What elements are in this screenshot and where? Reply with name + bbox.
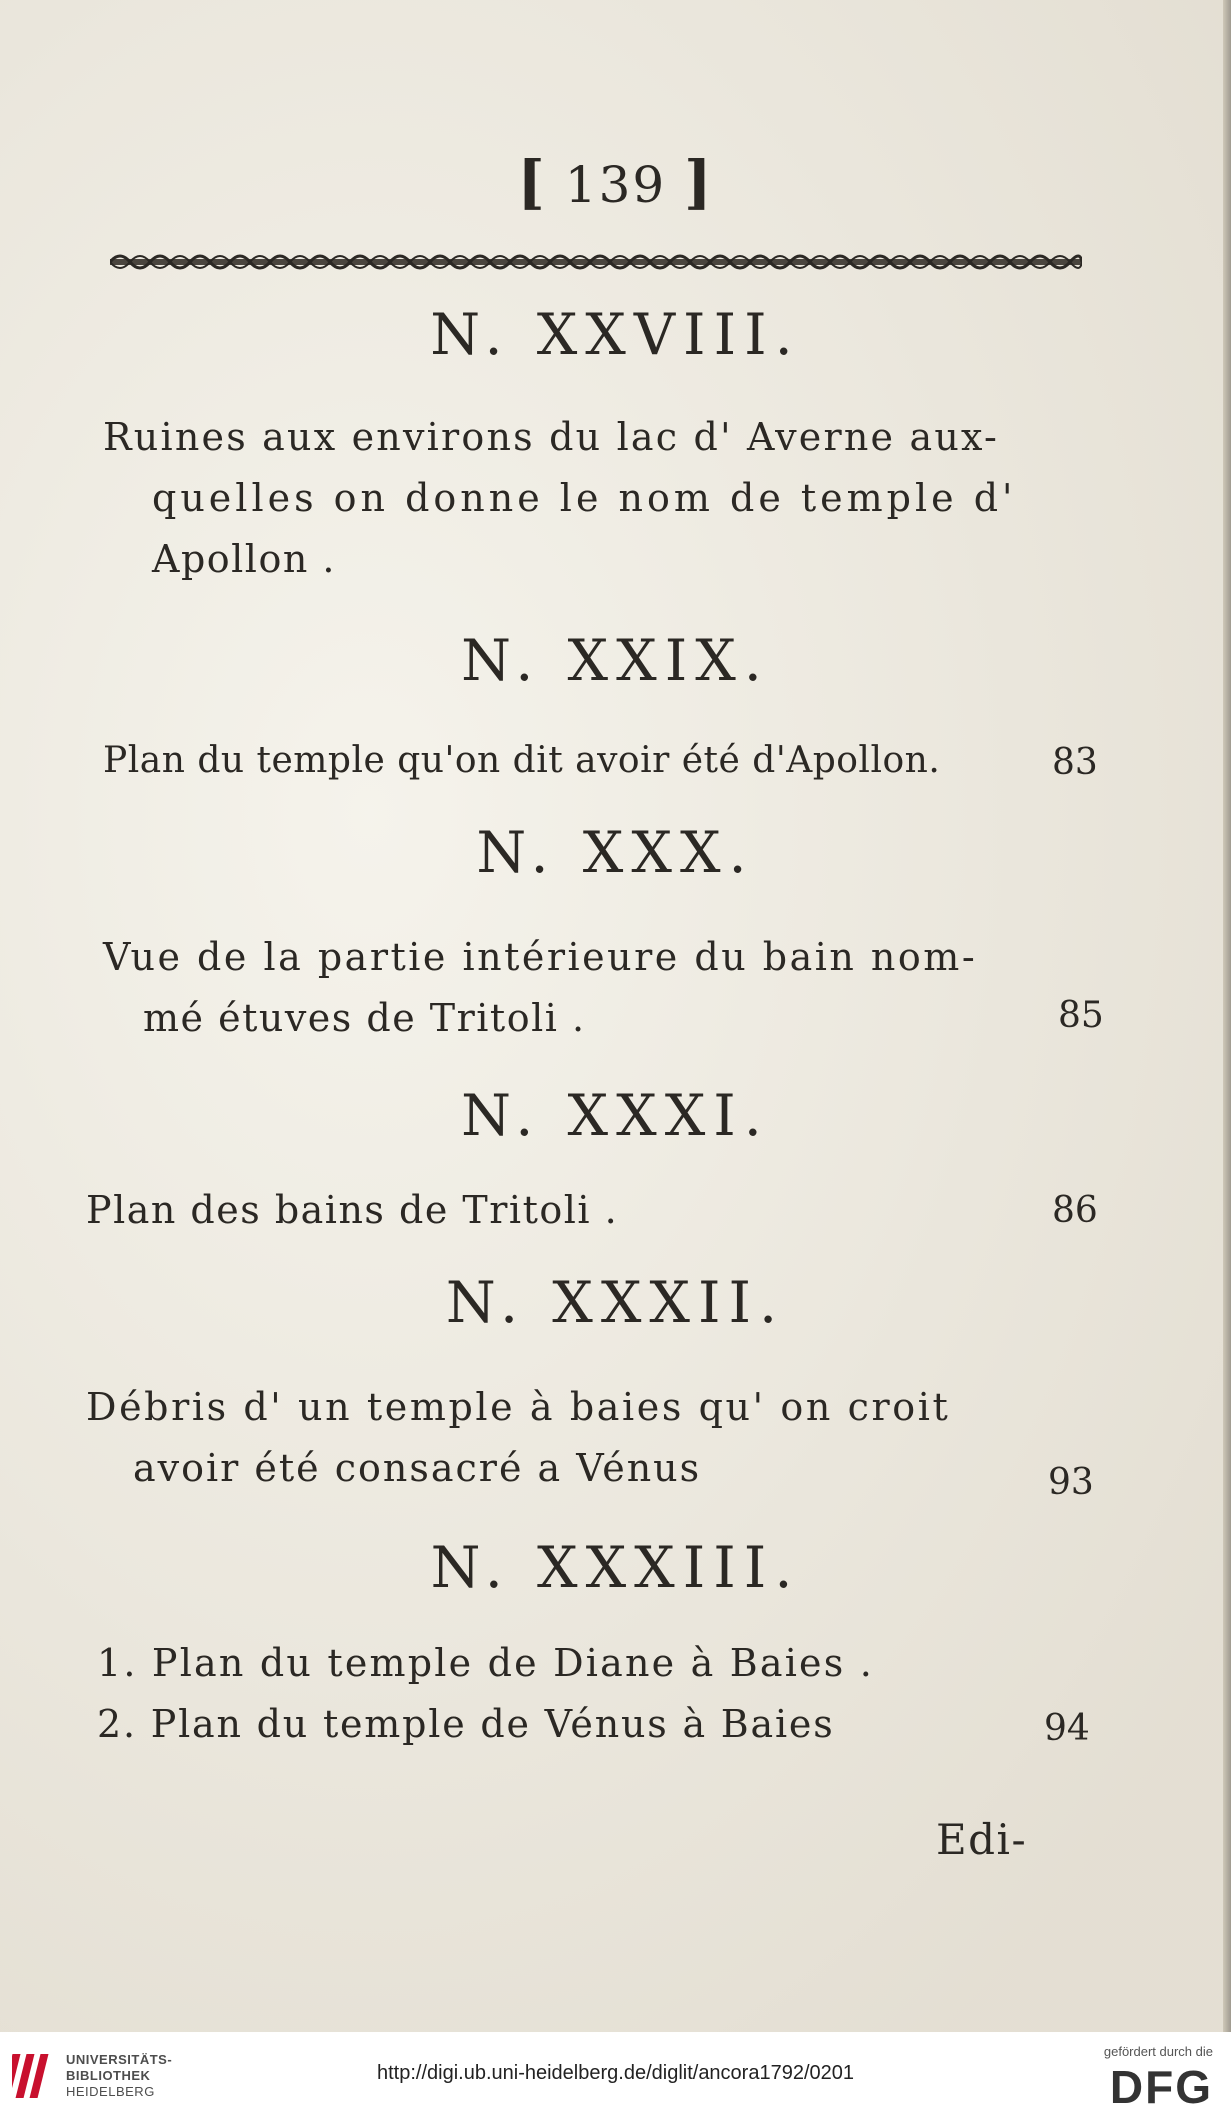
plate-description-line: Ruines aux environs du lac d' Averne aux- <box>103 415 999 459</box>
plate-page-reference: 85 <box>1058 995 1104 1036</box>
plate-heading: N. XXIX. <box>461 628 770 694</box>
library-name-line: BIBLIOTHEK <box>66 2068 151 2083</box>
plate-description-line: 2. Plan du temple de Vénus à Baies <box>97 1702 835 1746</box>
funding-note: gefördert durch die <box>1103 2044 1213 2059</box>
plate-page-reference: 93 <box>1048 1462 1094 1503</box>
catchword: Edi- <box>936 1815 1028 1864</box>
page-number-value: 139 <box>564 156 667 214</box>
page-number-right-bracket: ] <box>684 148 714 216</box>
permalink-url[interactable]: http://digi.ub.uni-heidelberg.de/diglit/ancora1792/0201 <box>376 2062 855 2084</box>
plate-description-line: Plan des bains de Tritoli . <box>86 1188 619 1232</box>
plate-description-line: Plan du temple qu'on dit avoir été d'Apollon. <box>103 740 941 781</box>
plate-heading: N. XXXII. <box>445 1270 786 1336</box>
decorative-rope-border <box>110 250 1082 274</box>
plate-description-line: avoir été consacré a Vénus <box>133 1446 702 1490</box>
plate-description-line: Débris d' un temple à baies qu' on croit <box>86 1385 951 1429</box>
plate-heading: N. XXXIII. <box>430 1535 801 1601</box>
plate-heading: N. XXXI. <box>461 1083 770 1149</box>
plate-heading: N. XXX. <box>476 820 755 886</box>
plate-page-reference: 94 <box>1044 1708 1090 1749</box>
plate-description-line: quelles on donne le nom de temple d' <box>152 476 1017 520</box>
plate-description-line: 1. Plan du temple de Diane à Baies . <box>97 1641 875 1685</box>
plate-heading: N. XXVIII. <box>430 302 801 368</box>
plate-description-line: Apollon . <box>152 537 336 581</box>
plate-description-line: Vue de la partie intérieure du bain nom- <box>103 935 978 979</box>
plate-page-reference: 83 <box>1052 742 1098 783</box>
digital-library-footer <box>0 2032 1231 2121</box>
dfg-logo: DFG <box>1109 2061 1213 2113</box>
library-name-line: UNIVERSITÄTS- <box>66 2052 173 2067</box>
page-number-left-bracket: [ <box>517 148 547 216</box>
library-name-line: HEIDELBERG <box>66 2084 155 2099</box>
plate-description-line: mé étuves de Tritoli . <box>143 996 586 1040</box>
page-number <box>0 148 1231 216</box>
plate-page-reference: 86 <box>1052 1190 1098 1231</box>
